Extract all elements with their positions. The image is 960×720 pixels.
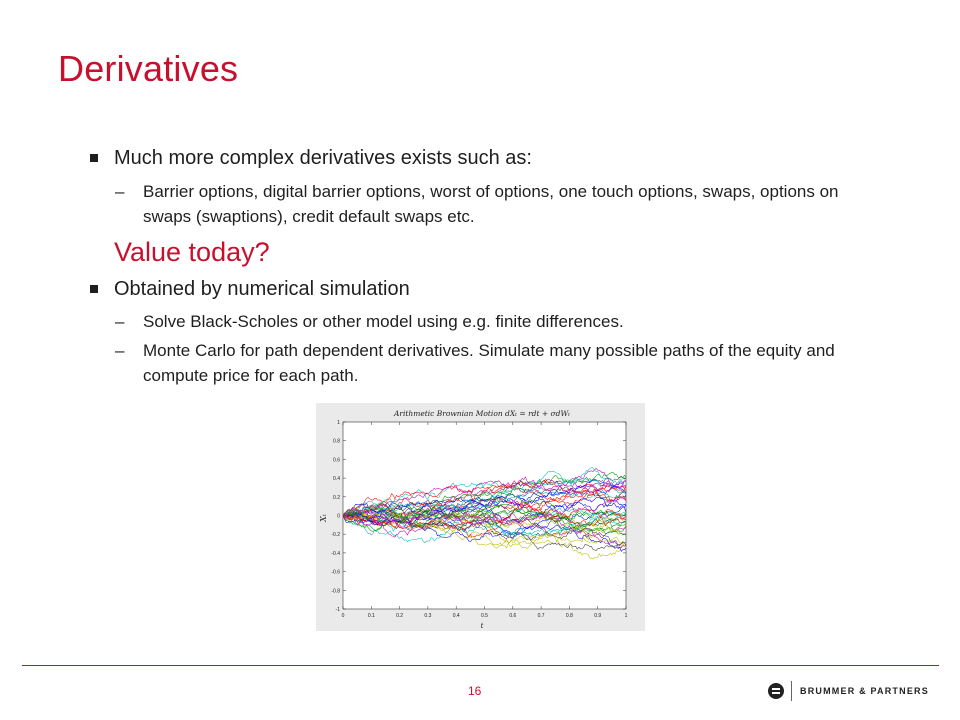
y-tick-label: 0.8 — [333, 438, 340, 445]
y-tick-label: 0.2 — [333, 494, 340, 501]
x-tick-label: 0.6 — [509, 613, 517, 619]
x-tick-label: 0.2 — [396, 613, 404, 619]
brummer-partners-logo — [768, 680, 929, 702]
x-tick-label: 0.8 — [565, 613, 573, 619]
x-tick-label: 0 — [341, 613, 345, 619]
sub-bullet-text: Solve Black-Scholes or other model using e.g. finite differences. — [143, 312, 624, 331]
sub-bullet-text: Monte Carlo for path dependent derivatives. Simulate many possible paths of the equity and compute price for each path. — [143, 341, 835, 385]
footer-divider — [22, 665, 939, 666]
x-tick-label: 0.1 — [367, 613, 375, 619]
y-tick-label: -0.2 — [331, 532, 340, 539]
x-axis-label: t — [480, 622, 484, 630]
logo-text: BRUMMER & PARTNERS — [800, 686, 929, 696]
x-tick-label: 0.7 — [537, 613, 545, 619]
dash-bullet-icon: – — [115, 182, 125, 201]
sub-bullet-text: Barrier options, digital barrier options, worst of options, one touch options, swaps, options on swaps (swaptions), credit default swaps etc. — [143, 182, 839, 226]
y-tick-label: 0.6 — [333, 457, 340, 464]
y-tick-label: -0.4 — [331, 550, 340, 557]
square-bullet-icon — [90, 154, 98, 162]
value-today-callout: Value today? — [114, 237, 270, 267]
chart-title: Arithmetic Brownian Motion dXₜ = rdt + σdWₜ — [393, 409, 571, 418]
brummer-logo-icon — [768, 683, 784, 699]
brownian-motion-figure — [316, 403, 645, 631]
y-tick-label: -0.8 — [331, 588, 340, 595]
sub-bullet-item — [88, 179, 888, 229]
x-tick-label: 1 — [624, 613, 628, 619]
sub-bullet-item — [88, 338, 888, 388]
brownian-motion-chart — [316, 403, 645, 631]
y-axis-label: Xₜ — [319, 514, 328, 522]
y-tick-label: 1 — [337, 420, 340, 426]
y-tick-label: 0.4 — [333, 476, 340, 483]
y-tick-label: 0 — [337, 513, 340, 520]
sub-bullet-item — [88, 309, 888, 334]
page-number: 16 — [468, 684, 482, 698]
x-tick-label: 0.5 — [481, 613, 488, 619]
slide-title: Derivatives — [58, 48, 239, 89]
dash-bullet-icon: – — [115, 341, 125, 360]
x-tick-label: 0.3 — [424, 613, 432, 619]
bullet-text: Much more complex derivatives exists such as: — [114, 147, 532, 169]
y-tick-label: -1 — [335, 607, 340, 613]
x-tick-label: 0.4 — [452, 613, 460, 619]
slide-content — [88, 146, 888, 388]
dash-bullet-icon: – — [115, 312, 125, 331]
bullet-item — [88, 277, 888, 301]
square-bullet-icon — [90, 285, 98, 293]
y-tick-label: -0.6 — [331, 569, 340, 576]
bullet-item — [88, 146, 888, 170]
bullet-text: Obtained by numerical simulation — [114, 278, 410, 300]
x-tick-label: 0.9 — [594, 613, 602, 619]
logo-separator — [791, 681, 792, 701]
